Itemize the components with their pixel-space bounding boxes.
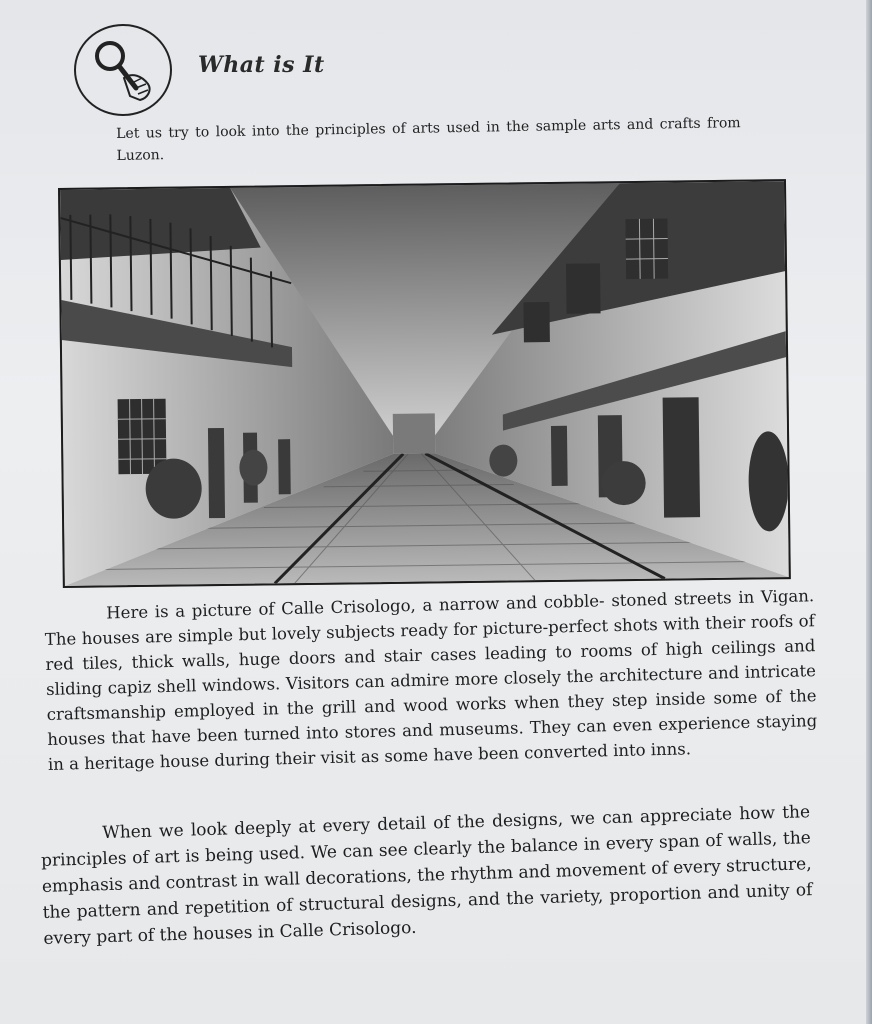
page-edge <box>866 0 872 1024</box>
paragraph-1-text: Here is a picture of Calle Crisologo, a narrow and cobble- stoned streets in Vigan. The houses are simple but lovely subjects ready for picture-perfect shots with their roofs of red tiles, thick walls, huge doors and stair cases leading to rooms of high ceilings and sliding capiz shell windows. Visitors can admire more closely the architecture and intricate craftsmanship employed in the grill and wood works when they step inside some of the houses that have been turned into stores and museums. They can even experience staying in a heritage house during their visit as some have been converted into inns. <box>44 586 818 774</box>
body-paragraph-1 <box>44 583 818 777</box>
section-title: What is It <box>198 52 325 78</box>
body-paragraph-2 <box>40 799 814 952</box>
street-drawing <box>60 181 789 586</box>
intro-text <box>58 112 759 168</box>
intro-sentence: Let us try to look into the principles of arts used in the sample arts and crafts from Luzon. <box>116 115 741 164</box>
paragraph-2-text: When we look deeply at every detail of the designs, we can appreciate how the principles of art is being used. We can see clearly the balance in every span of walls, the emphasis and contrast in wall decorations, the rhythm and movement of every structure, the pattern and repetition of structural designs, and the variety, proportion and unity of every part of the houses in Calle Crisologo. <box>40 802 813 949</box>
calle-crisologo-illustration <box>58 179 791 588</box>
magnifying-glass-icon <box>74 24 172 116</box>
